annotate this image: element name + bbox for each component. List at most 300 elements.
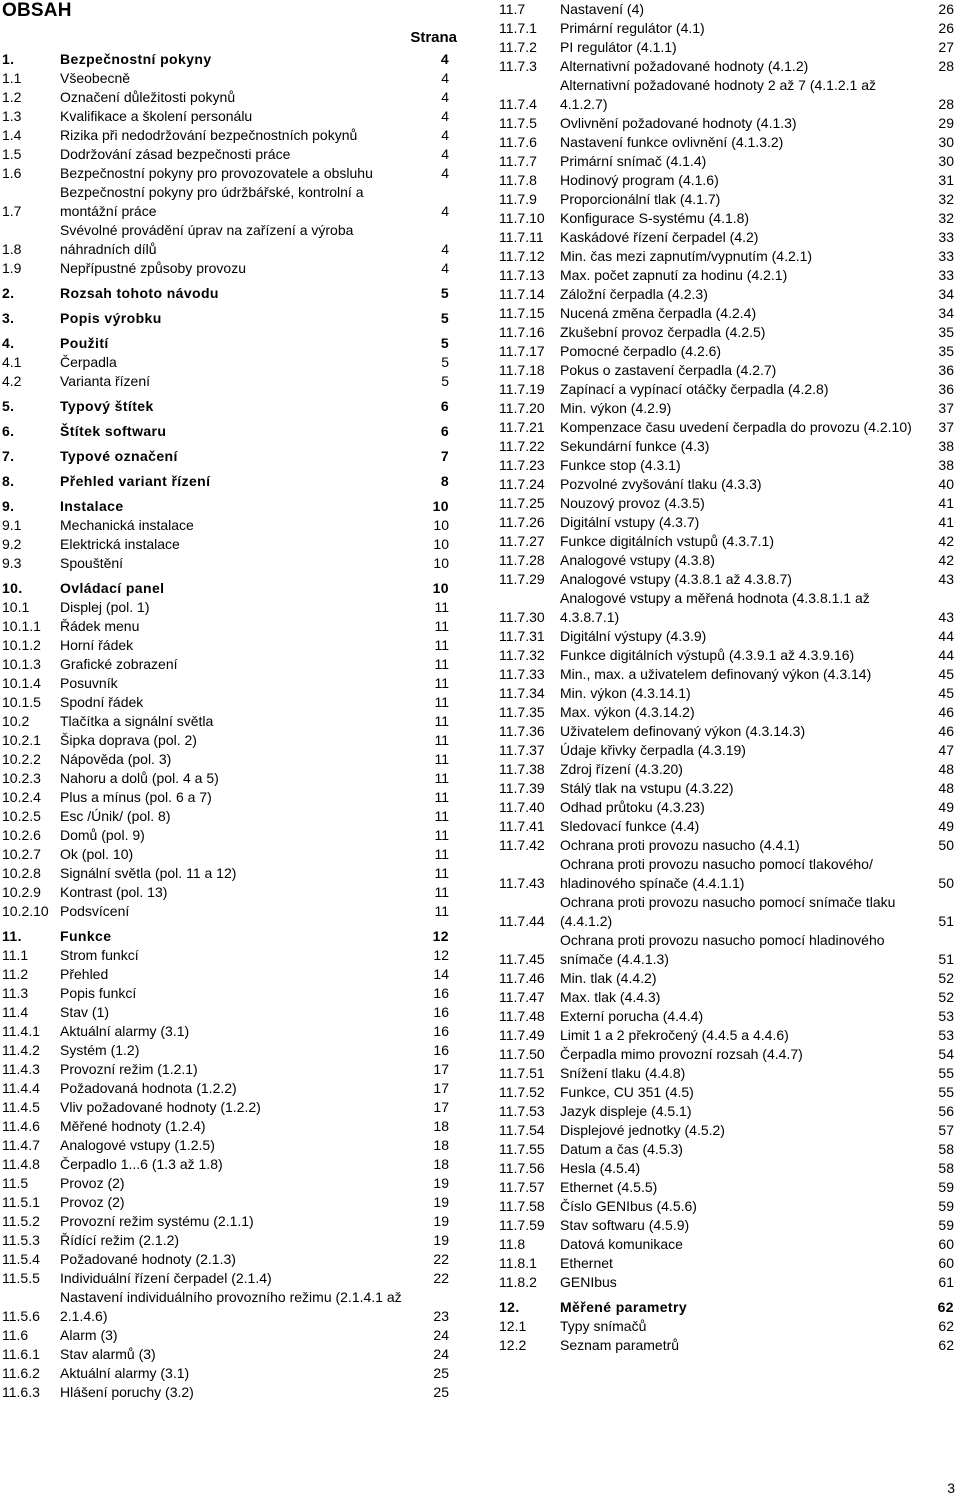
toc-entry-title: Šipka doprava (pol. 2) bbox=[60, 732, 197, 748]
toc-entry[interactable] bbox=[499, 589, 954, 627]
toc-entry[interactable] bbox=[2, 731, 449, 750]
toc-entry-number: 11.7.18 bbox=[499, 362, 545, 378]
toc-entry[interactable] bbox=[499, 475, 954, 494]
toc-entry[interactable] bbox=[2, 107, 449, 126]
toc-entry[interactable] bbox=[2, 655, 449, 674]
toc-entry-page: 6 bbox=[440, 398, 449, 414]
toc-entry[interactable] bbox=[499, 456, 954, 475]
toc-entry[interactable] bbox=[499, 380, 954, 399]
toc-entry-page: 38 bbox=[938, 457, 954, 473]
toc-entry[interactable] bbox=[2, 1174, 449, 1193]
toc-entry-page: 58 bbox=[938, 1141, 954, 1157]
toc-entry-title: Analogové vstupy a měřená hodnota (4.3.8.1.1 až 4.3.8.7.1) bbox=[560, 590, 870, 625]
toc-entry-number: 11.7.25 bbox=[499, 495, 545, 511]
toc-entry-title: Provozní režim systému (2.1.1) bbox=[60, 1213, 254, 1229]
toc-entry[interactable] bbox=[499, 1273, 954, 1292]
toc-entry[interactable] bbox=[2, 353, 449, 372]
toc-entry-number: 11.7.27 bbox=[499, 533, 545, 549]
toc-entry-title: Ok (pol. 10) bbox=[60, 846, 134, 862]
toc-entry[interactable] bbox=[2, 145, 449, 164]
toc-entry-title: Min., max. a uživatelem definovaný výkon (4.3.14) bbox=[560, 666, 872, 682]
toc-entry[interactable] bbox=[2, 674, 449, 693]
toc-entry-title: Požadované hodnoty (2.1.3) bbox=[60, 1251, 236, 1267]
toc-entry-page: 17 bbox=[433, 1099, 449, 1115]
toc-entry-number: 11.3 bbox=[2, 985, 29, 1001]
page-number: 3 bbox=[947, 1480, 955, 1496]
toc-entry[interactable] bbox=[499, 209, 954, 228]
toc-entry-number: 11.7.28 bbox=[499, 552, 545, 568]
toc-entry-page: 16 bbox=[433, 985, 449, 1001]
toc-entry-title: Varianta řízení bbox=[60, 373, 151, 389]
toc-entry-page: 60 bbox=[938, 1236, 954, 1252]
toc-entry-page: 25 bbox=[433, 1365, 449, 1381]
toc-entry-title: Tlačítka a signální světla bbox=[60, 713, 214, 729]
toc-entry-page: 10 bbox=[433, 536, 449, 552]
toc-entry[interactable] bbox=[499, 266, 954, 285]
toc-entry[interactable] bbox=[2, 617, 449, 636]
toc-entry[interactable] bbox=[2, 750, 449, 769]
toc-entry-page: 35 bbox=[938, 343, 954, 359]
toc-entry[interactable] bbox=[499, 76, 954, 114]
toc-entry-page: 10 bbox=[433, 555, 449, 571]
toc-entry-title: Měřené hodnoty (1.2.4) bbox=[60, 1118, 206, 1134]
toc-entry-page: 28 bbox=[938, 96, 954, 112]
toc-entry-page: 52 bbox=[938, 989, 954, 1005]
toc-entry-page: 11 bbox=[434, 808, 449, 824]
toc-chapter-entry[interactable] bbox=[2, 397, 449, 416]
toc-entry-page: 5 bbox=[441, 354, 449, 370]
toc-entry-number: 1.6 bbox=[2, 165, 22, 181]
toc-entry[interactable] bbox=[2, 259, 449, 278]
page-column-header: Strana bbox=[410, 29, 457, 46]
toc-entry-title: Požadovaná hodnota (1.2.2) bbox=[60, 1080, 237, 1096]
toc-entry[interactable] bbox=[499, 1007, 954, 1026]
toc-entry-title: Snížení tlaku (4.4.8) bbox=[560, 1065, 686, 1081]
toc-entry-number: 3. bbox=[2, 310, 15, 326]
toc-entry-page: 34 bbox=[938, 286, 954, 302]
toc-entry[interactable] bbox=[2, 1345, 449, 1364]
toc-entry-page: 45 bbox=[938, 666, 954, 682]
toc-entry-title: Instalace bbox=[60, 498, 124, 514]
toc-entry-title: Analogové vstupy (1.2.5) bbox=[60, 1137, 215, 1153]
toc-entry-title: Údaje křivky čerpadla (4.3.19) bbox=[560, 742, 746, 758]
toc-entry[interactable] bbox=[499, 817, 954, 836]
toc-entry-number: 11.7.55 bbox=[499, 1141, 545, 1157]
toc-entry[interactable] bbox=[2, 598, 449, 617]
toc-entry-number: 10.2.3 bbox=[2, 770, 41, 786]
toc-chapter-entry[interactable] bbox=[2, 309, 449, 328]
toc-entry[interactable] bbox=[499, 703, 954, 722]
toc-entry-page: 62 bbox=[938, 1318, 954, 1334]
toc-entry[interactable] bbox=[2, 1079, 449, 1098]
toc-entry[interactable] bbox=[2, 1269, 449, 1288]
toc-entry-title: Analogové vstupy (4.3.8.1 až 4.3.8.7) bbox=[560, 571, 792, 587]
toc-entry-title: Měřené parametry bbox=[560, 1299, 688, 1315]
toc-entry-page: 59 bbox=[938, 1217, 954, 1233]
toc-entry-number: 11.4.6 bbox=[2, 1118, 40, 1134]
toc-entry[interactable] bbox=[499, 684, 954, 703]
toc-entry[interactable] bbox=[499, 133, 954, 152]
toc-entry-page: 11 bbox=[434, 846, 449, 862]
toc-entry[interactable] bbox=[499, 741, 954, 760]
toc-entry-number: 10.2.10 bbox=[2, 903, 49, 919]
toc-entry-number: 11.7.6 bbox=[499, 134, 537, 150]
toc-chapter-entry[interactable] bbox=[2, 334, 449, 353]
toc-entry-page: 4 bbox=[441, 165, 449, 181]
toc-entry[interactable] bbox=[499, 722, 954, 741]
page-title: OBSAH bbox=[2, 0, 72, 21]
toc-entry[interactable] bbox=[499, 570, 954, 589]
toc-entry-page: 36 bbox=[938, 362, 954, 378]
toc-entry-page: 37 bbox=[938, 400, 954, 416]
toc-entry[interactable] bbox=[2, 845, 449, 864]
toc-entry-page: 22 bbox=[433, 1270, 449, 1286]
toc-entry[interactable] bbox=[2, 1250, 449, 1269]
toc-entry[interactable] bbox=[499, 114, 954, 133]
toc-entry-page: 24 bbox=[433, 1327, 449, 1343]
toc-entry-title: Hlášení poruchy (3.2) bbox=[60, 1384, 194, 1400]
toc-entry[interactable] bbox=[2, 965, 449, 984]
toc-entry-title: Nucená změna čerpadla (4.2.4) bbox=[560, 305, 757, 321]
toc-entry[interactable] bbox=[499, 57, 954, 76]
toc-entry-title: Stav (1) bbox=[60, 1004, 110, 1020]
toc-entry[interactable] bbox=[499, 551, 954, 570]
toc-entry[interactable] bbox=[499, 247, 954, 266]
toc-entry[interactable] bbox=[2, 372, 449, 391]
toc-entry-number: 11.7.35 bbox=[499, 704, 545, 720]
toc-entry[interactable] bbox=[2, 88, 449, 107]
toc-entry-page: 26 bbox=[938, 1, 954, 17]
toc-entry[interactable] bbox=[2, 693, 449, 712]
toc-entry-title: Štítek softwaru bbox=[60, 423, 167, 439]
toc-entry-number: 11.7.57 bbox=[499, 1179, 545, 1195]
toc-entry-number: 11.7.44 bbox=[499, 913, 545, 929]
toc-entry-page: 33 bbox=[938, 267, 954, 283]
toc-entry[interactable] bbox=[499, 1216, 954, 1235]
toc-entry[interactable] bbox=[499, 931, 954, 969]
toc-entry[interactable] bbox=[2, 1231, 449, 1250]
toc-entry-number: 11.5.6 bbox=[2, 1308, 40, 1324]
toc-entry-title: Číslo GENIbus (4.5.6) bbox=[560, 1198, 697, 1214]
toc-entry[interactable] bbox=[2, 1041, 449, 1060]
toc-entry[interactable] bbox=[499, 1045, 954, 1064]
toc-entry[interactable] bbox=[2, 1193, 449, 1212]
toc-chapter-entry[interactable] bbox=[499, 1298, 954, 1317]
toc-chapter-entry[interactable] bbox=[2, 579, 449, 598]
toc-entry[interactable] bbox=[499, 418, 954, 437]
toc-entry-title: Typy snímačů bbox=[560, 1318, 647, 1334]
toc-entry[interactable] bbox=[499, 1178, 954, 1197]
toc-entry-page: 55 bbox=[938, 1065, 954, 1081]
toc-entry-page: 33 bbox=[938, 229, 954, 245]
toc-entry-page: 58 bbox=[938, 1160, 954, 1176]
toc-entry-title: Typový štítek bbox=[60, 398, 154, 414]
toc-entry-number: 11.7.34 bbox=[499, 685, 545, 701]
toc-entry[interactable] bbox=[499, 969, 954, 988]
toc-entry-number: 11.7 bbox=[499, 1, 526, 17]
toc-entry-page: 62 bbox=[938, 1337, 954, 1353]
toc-entry[interactable] bbox=[2, 1098, 449, 1117]
toc-entry-page: 37 bbox=[938, 419, 954, 435]
toc-entry-title: Ochrana proti provozu nasucho (4.4.1) bbox=[560, 837, 800, 853]
toc-entry-title: Limit 1 a 2 překročený (4.4.5 a 4.4.6) bbox=[560, 1027, 789, 1043]
toc-entry[interactable] bbox=[499, 1197, 954, 1216]
toc-entry-title: Alternativní požadované hodnoty (4.1.2) bbox=[560, 58, 809, 74]
toc-entry[interactable] bbox=[2, 221, 449, 259]
toc-entry-number: 11.7.50 bbox=[499, 1046, 545, 1062]
toc-entry[interactable] bbox=[2, 1003, 449, 1022]
toc-entry[interactable] bbox=[499, 1140, 954, 1159]
toc-entry-title: Esc /Únik/ (pol. 8) bbox=[60, 808, 171, 824]
toc-entry-number: 11.4.4 bbox=[2, 1080, 40, 1096]
toc-entry-page: 53 bbox=[938, 1027, 954, 1043]
toc-entry-title: Horní řádek bbox=[60, 637, 134, 653]
toc-entry-number: 10.2.2 bbox=[2, 751, 41, 767]
toc-entry[interactable] bbox=[499, 228, 954, 247]
toc-entry-page: 22 bbox=[433, 1251, 449, 1267]
toc-entry-page: 11 bbox=[434, 770, 449, 786]
toc-entry-page: 51 bbox=[938, 913, 954, 929]
toc-entry[interactable] bbox=[499, 171, 954, 190]
toc-entry[interactable] bbox=[499, 836, 954, 855]
toc-entry[interactable] bbox=[2, 712, 449, 731]
toc-entry-page: 10 bbox=[432, 580, 449, 596]
toc-chapter-entry[interactable] bbox=[2, 447, 449, 466]
toc-entry[interactable] bbox=[2, 788, 449, 807]
toc-entry[interactable] bbox=[2, 183, 449, 221]
toc-chapter-entry[interactable] bbox=[2, 422, 449, 441]
toc-entry-page: 40 bbox=[938, 476, 954, 492]
toc-entry-number: 10.1.5 bbox=[2, 694, 41, 710]
toc-entry-number: 7. bbox=[2, 448, 15, 464]
toc-entry-page: 48 bbox=[938, 761, 954, 777]
toc-entry[interactable] bbox=[499, 855, 954, 893]
toc-entry-number: 6. bbox=[2, 423, 15, 439]
toc-entry[interactable] bbox=[2, 1136, 449, 1155]
toc-entry[interactable] bbox=[2, 1022, 449, 1041]
toc-entry[interactable] bbox=[499, 1159, 954, 1178]
toc-entry-number: 11.7.40 bbox=[499, 799, 545, 815]
toc-entry-number: 12.1 bbox=[499, 1318, 527, 1334]
toc-entry-number: 1. bbox=[2, 51, 15, 67]
toc-entry-number: 1.1 bbox=[2, 70, 22, 86]
toc-entry-title: Typové označení bbox=[60, 448, 178, 464]
toc-entry[interactable] bbox=[2, 826, 449, 845]
toc-entry[interactable] bbox=[499, 779, 954, 798]
toc-entry[interactable] bbox=[2, 946, 449, 965]
toc-entry-title: Rozsah tohoto návodu bbox=[60, 285, 219, 301]
toc-entry[interactable] bbox=[2, 769, 449, 788]
toc-entry-title: Min. výkon (4.3.14.1) bbox=[560, 685, 691, 701]
toc-entry-number: 10.2.7 bbox=[2, 846, 41, 862]
toc-entry[interactable] bbox=[2, 984, 449, 1003]
toc-entry[interactable] bbox=[2, 1383, 449, 1402]
toc-entry-title: Kaskádové řízení čerpadel (4.2) bbox=[560, 229, 759, 245]
toc-entry[interactable] bbox=[2, 1155, 449, 1174]
toc-chapter-entry[interactable] bbox=[2, 472, 449, 491]
toc-entry[interactable] bbox=[499, 437, 954, 456]
toc-entry-title: Pokus o zastavení čerpadla (4.2.7) bbox=[560, 362, 777, 378]
toc-entry-title: PI regulátor (4.1.1) bbox=[560, 39, 677, 55]
toc-entry-page: 4 bbox=[441, 127, 449, 143]
toc-entry[interactable] bbox=[499, 304, 954, 323]
toc-entry-number: 11.7.19 bbox=[499, 381, 545, 397]
toc-entry-number: 11.4.8 bbox=[2, 1156, 40, 1172]
toc-entry[interactable] bbox=[2, 535, 449, 554]
toc-entry-page: 45 bbox=[938, 685, 954, 701]
toc-entry-page: 46 bbox=[938, 704, 954, 720]
toc-entry[interactable] bbox=[499, 342, 954, 361]
toc-entry-number: 11.8 bbox=[499, 1236, 526, 1252]
toc-entry-number: 11.7.11 bbox=[499, 229, 544, 245]
toc-entry-page: 19 bbox=[433, 1232, 449, 1248]
toc-entry-page: 7 bbox=[440, 448, 449, 464]
toc-entry[interactable] bbox=[499, 19, 954, 38]
toc-entry-number: 11.7.16 bbox=[499, 324, 545, 340]
toc-entry-number: 11.4.3 bbox=[2, 1061, 40, 1077]
toc-entry-page: 4 bbox=[441, 146, 449, 162]
toc-entry-title: Aktuální alarmy (3.1) bbox=[60, 1365, 190, 1381]
toc-entry[interactable] bbox=[2, 1326, 449, 1345]
toc-entry[interactable] bbox=[499, 1026, 954, 1045]
toc-entry-title: Kompenzace času uvedení čerpadla do provozu (4.2.10) bbox=[560, 419, 912, 435]
toc-entry[interactable] bbox=[499, 513, 954, 532]
toc-entry[interactable] bbox=[2, 636, 449, 655]
toc-entry[interactable] bbox=[2, 902, 449, 921]
toc-entry-page: 53 bbox=[938, 1008, 954, 1024]
toc-entry-number: 11.7.24 bbox=[499, 476, 545, 492]
toc-entry-page: 11 bbox=[434, 865, 449, 881]
toc-entry-title: Nastavení funkce ovlivnění (4.1.3.2) bbox=[560, 134, 784, 150]
toc-chapter-entry[interactable] bbox=[2, 497, 449, 516]
toc-entry[interactable] bbox=[499, 532, 954, 551]
toc-entry[interactable] bbox=[499, 798, 954, 817]
toc-entry-number: 11.4.5 bbox=[2, 1099, 40, 1115]
toc-entry[interactable] bbox=[499, 627, 954, 646]
toc-entry-number: 10.2.1 bbox=[2, 732, 41, 748]
toc-entry-page: 30 bbox=[938, 134, 954, 150]
toc-entry[interactable] bbox=[499, 323, 954, 342]
toc-entry-title: Strom funkcí bbox=[60, 947, 139, 963]
toc-entry-title: Displejové jednotky (4.5.2) bbox=[560, 1122, 725, 1138]
toc-entry-title: Zdroj řízení (4.3.20) bbox=[560, 761, 683, 777]
toc-entry[interactable] bbox=[2, 126, 449, 145]
toc-entry[interactable] bbox=[499, 1083, 954, 1102]
toc-entry[interactable] bbox=[499, 646, 954, 665]
toc-entry[interactable] bbox=[499, 1121, 954, 1140]
toc-entry-title: Seznam parametrů bbox=[560, 1337, 680, 1353]
toc-entry-page: 32 bbox=[938, 191, 954, 207]
toc-entry[interactable] bbox=[2, 516, 449, 535]
toc-entry-number: 11.7.33 bbox=[499, 666, 545, 682]
toc-entry[interactable] bbox=[499, 399, 954, 418]
toc-entry[interactable] bbox=[499, 1317, 954, 1336]
toc-entry-number: 11.7.17 bbox=[499, 343, 545, 359]
toc-entry[interactable] bbox=[499, 1102, 954, 1121]
toc-entry[interactable] bbox=[499, 760, 954, 779]
toc-chapter-entry[interactable] bbox=[2, 50, 449, 69]
toc-entry[interactable] bbox=[2, 864, 449, 883]
toc-entry[interactable] bbox=[499, 38, 954, 57]
toc-entry-number: 10.1.2 bbox=[2, 637, 41, 653]
toc-chapter-entry[interactable] bbox=[2, 284, 449, 303]
toc-entry-number: 11.7.47 bbox=[499, 989, 545, 1005]
toc-entry-number: 11.7.15 bbox=[499, 305, 545, 321]
toc-entry-title: Uživatelem definovaný výkon (4.3.14.3) bbox=[560, 723, 806, 739]
toc-entry[interactable] bbox=[499, 152, 954, 171]
toc-entry-title: Čerpadla mimo provozní rozsah (4.4.7) bbox=[560, 1046, 803, 1062]
toc-entry-title: GENIbus bbox=[560, 1274, 617, 1290]
toc-entry[interactable] bbox=[499, 1336, 954, 1355]
toc-entry[interactable] bbox=[499, 190, 954, 209]
toc-entry-page: 50 bbox=[938, 875, 954, 891]
toc-entry[interactable] bbox=[499, 893, 954, 931]
toc-entry-title: Ochrana proti provozu nasucho pomocí tlakového/ hladinového spínače (4.4.1.1) bbox=[560, 856, 873, 891]
toc-entry-title: Stálý tlak na vstupu (4.3.22) bbox=[560, 780, 734, 796]
toc-entry-number: 10. bbox=[2, 580, 23, 596]
toc-entry-title: Primární snímač (4.1.4) bbox=[560, 153, 707, 169]
toc-entry-number: 4.1 bbox=[2, 354, 22, 370]
toc-entry-page: 29 bbox=[938, 115, 954, 131]
toc-entry-page: 4 bbox=[441, 89, 449, 105]
toc-entry-title: Vliv požadované hodnoty (1.2.2) bbox=[60, 1099, 261, 1115]
toc-entry[interactable] bbox=[499, 494, 954, 513]
toc-entry[interactable] bbox=[499, 0, 954, 19]
toc-entry[interactable] bbox=[499, 285, 954, 304]
toc-chapter-entry[interactable] bbox=[2, 927, 449, 946]
toc-entry-page: 43 bbox=[938, 571, 954, 587]
toc-entry-title: Proporcionální tlak (4.1.7) bbox=[560, 191, 721, 207]
toc-entry[interactable] bbox=[2, 164, 449, 183]
toc-entry-title: Zkušební provoz čerpadla (4.2.5) bbox=[560, 324, 766, 340]
toc-entry[interactable] bbox=[499, 665, 954, 684]
toc-entry[interactable] bbox=[2, 807, 449, 826]
toc-entry[interactable] bbox=[499, 1254, 954, 1273]
toc-entry[interactable] bbox=[499, 361, 954, 380]
toc-entry-number: 11.5.3 bbox=[2, 1232, 40, 1248]
toc-entry[interactable] bbox=[2, 1364, 449, 1383]
toc-entry-title: Nápověda (pol. 3) bbox=[60, 751, 172, 767]
toc-left-column bbox=[2, 50, 449, 1402]
toc-entry[interactable] bbox=[2, 554, 449, 573]
toc-entry-number: 11.7.46 bbox=[499, 970, 545, 986]
toc-entry-page: 4 bbox=[441, 203, 449, 219]
toc-entry[interactable] bbox=[2, 1060, 449, 1079]
toc-entry-page: 11 bbox=[434, 656, 449, 672]
toc-entry-number: 11.7.38 bbox=[499, 761, 545, 777]
toc-entry[interactable] bbox=[2, 1117, 449, 1136]
toc-entry[interactable] bbox=[499, 988, 954, 1007]
toc-entry[interactable] bbox=[2, 69, 449, 88]
toc-entry[interactable] bbox=[499, 1235, 954, 1254]
toc-entry-page: 16 bbox=[433, 1023, 449, 1039]
toc-entry-number: 10.1.1 bbox=[2, 618, 41, 634]
toc-entry[interactable] bbox=[2, 1212, 449, 1231]
toc-entry-title: Analogové vstupy (4.3.8) bbox=[560, 552, 715, 568]
toc-entry-title: Řídící režim (2.1.2) bbox=[60, 1232, 180, 1248]
toc-entry[interactable] bbox=[499, 1064, 954, 1083]
toc-entry-number: 11.4.7 bbox=[2, 1137, 40, 1153]
toc-entry-title: Datum a čas (4.5.3) bbox=[560, 1141, 683, 1157]
toc-entry-title: Všeobecně bbox=[60, 70, 131, 86]
toc-entry-page: 25 bbox=[433, 1384, 449, 1400]
toc-entry[interactable] bbox=[2, 883, 449, 902]
toc-entry-page: 32 bbox=[938, 210, 954, 226]
toc-entry-number: 11.7.23 bbox=[499, 457, 545, 473]
toc-entry-page: 60 bbox=[938, 1255, 954, 1271]
toc-entry-title: Stav alarmů (3) bbox=[60, 1346, 156, 1362]
toc-entry[interactable] bbox=[2, 1288, 449, 1326]
